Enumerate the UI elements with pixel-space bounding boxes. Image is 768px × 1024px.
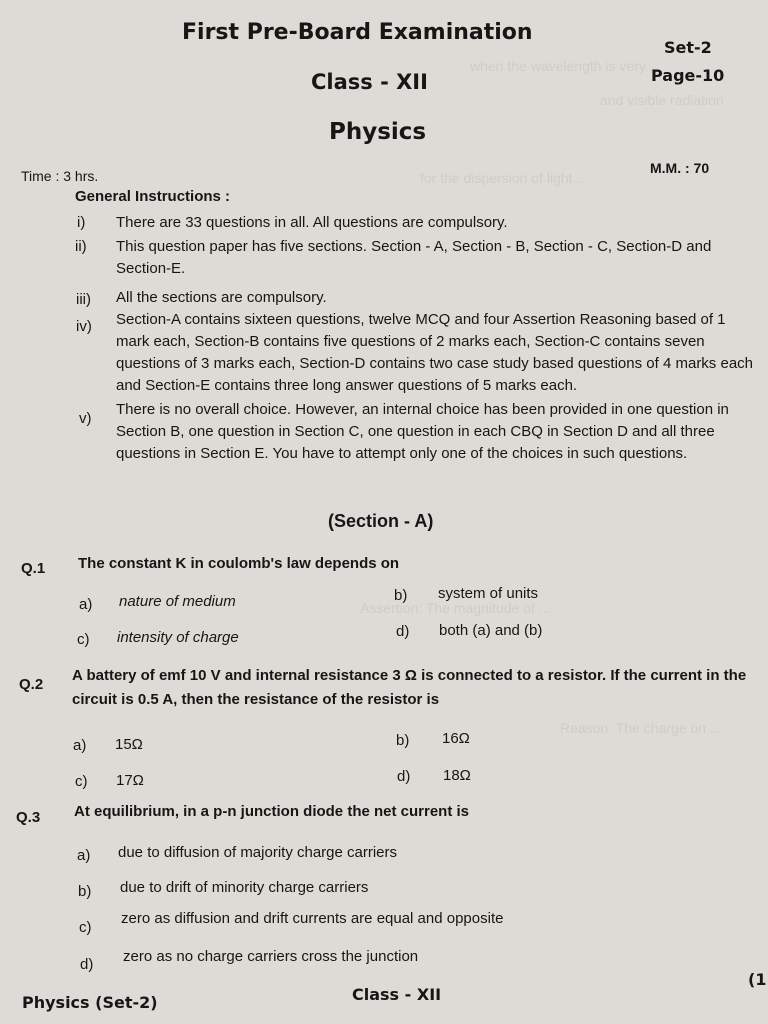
instruction-number: v) [79,410,92,427]
section-heading: (Section - A) [328,511,434,531]
class-label: Class - XII [311,70,428,94]
instruction-text: This question paper has five sections. Section - A, Section - B, Section - C, Section-D and Section-E. [116,238,712,277]
footer-class: Class - XII [352,985,442,1004]
instruction-number: iv) [76,318,92,335]
option-label: c) [79,919,92,936]
footer-page-marker: (1 [748,970,767,989]
set-number: Set-2 [664,38,712,57]
option-label: a) [79,596,93,613]
instruction-number: i) [77,214,86,231]
subject-title: Physics [329,119,427,145]
question-text: The constant K in coulomb's law depends on [78,555,400,572]
option-label: a) [73,737,87,754]
instruction-number: iii) [76,291,91,308]
instruction-text: All the sections are compulsory. [116,289,327,306]
option-text: both (a) and (b) [439,622,543,639]
option-label: b) [396,732,410,749]
question-number: Q.2 [19,676,44,693]
instructions-heading: General Instructions : [75,188,231,205]
question-text: At equilibrium, in a p-n junction diode the net current is [74,803,470,820]
option-label: d) [397,768,411,785]
option-text: intensity of charge [117,629,239,646]
question-number: Q.3 [16,809,41,826]
instruction-number: ii) [75,238,87,255]
option-text: 17Ω [116,772,144,789]
instruction-text: Section-A contains sixteen questions, twelve MCQ and four Assertion Reasoning based of 1 mark each, Section-B contains five questions of 2 marks each, Section-C contains seven questions of 3 marks each, Section-D contains two case study based questions of 4 marks each and Section-E contains three long answer questions of 5 marks each. [116,311,754,394]
option-text: 15Ω [115,736,143,753]
option-label: d) [396,623,410,640]
option-label: d) [80,956,94,973]
page-number: Page-10 [651,66,725,85]
option-label: a) [77,847,91,864]
option-label: c) [77,631,90,648]
option-text: 16Ω [442,730,470,747]
option-label: b) [394,587,408,604]
time-allowed: Time : 3 hrs. [21,168,99,184]
option-text: due to diffusion of majority charge carriers [118,844,398,861]
option-text: system of units [438,585,539,602]
question-number: Q.1 [21,560,46,577]
option-text: zero as no charge carriers cross the junction [123,948,419,965]
question-text: A battery of emf 10 V and internal resistance 3 Ω is connected to a resistor. If the current in the circuit is 0.5 A, then the resistance of the resistor is [72,667,747,708]
instruction-text: There are 33 questions in all. All questions are compulsory. [116,214,508,231]
option-text: zero as diffusion and drift currents are equal and opposite [121,910,504,927]
option-text: nature of medium [119,593,236,610]
exam-title: First Pre-Board Examination [182,20,533,45]
instruction-text: There is no overall choice. However, an internal choice has been provided in one question in Section B, one question in Section C, one question in each CBQ in Section D and all three questions in Section E. You have to attempt only one of the choices in such questions. [116,401,729,462]
footer-subject: Physics (Set-2) [22,993,158,1012]
option-label: b) [78,883,92,900]
option-text: due to drift of minority charge carriers [120,879,369,896]
option-text: 18Ω [443,767,471,784]
max-marks: M.M. : 70 [650,160,710,176]
option-label: c) [75,773,88,790]
